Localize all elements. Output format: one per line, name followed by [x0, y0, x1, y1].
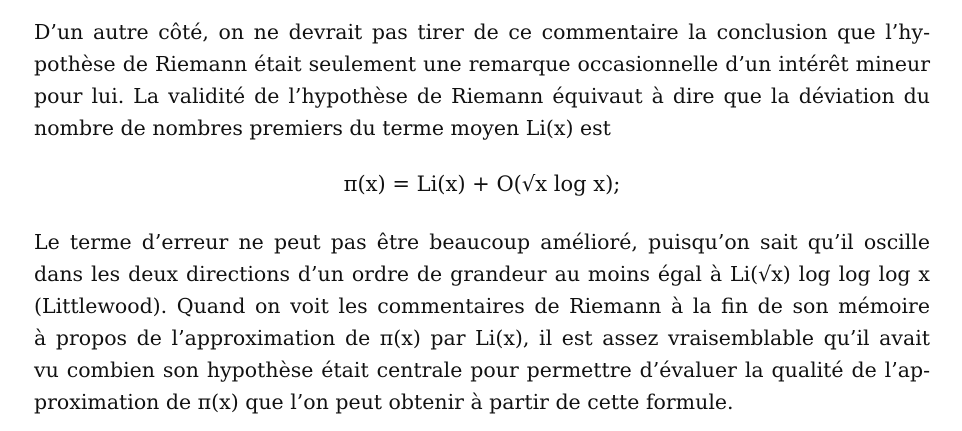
document-page	[34, 16, 930, 418]
paragraph-1	[34, 16, 930, 144]
paragraph-2-line: vu combien son hypothèse était centrale pour permettre d’évaluer la qualité de l’ap-	[34, 358, 930, 382]
paragraph-1-line: D’un autre côté, on ne devrait pas tirer de ce commentaire la conclusion que l’hy-	[34, 20, 930, 44]
paragraph-1-line: pothèse de Riemann était seulement une remarque occasionnelle d’un intérêt mineur	[34, 52, 930, 76]
paragraph-2	[34, 226, 930, 418]
paragraph-2-line: Le terme d’erreur ne peut pas être beaucoup amélioré, puisqu’on sait qu’il oscille	[34, 230, 930, 254]
paragraph-1-line: pour lui. La validité de l’hypothèse de Riemann équivaut à dire que la déviation du	[34, 84, 930, 108]
paragraph-1-line: nombre de nombres premiers du terme moyen Li(x) est	[34, 116, 611, 140]
paragraph-2-line: à propos de l’approximation de π(x) par Li(x), il est assez vraisemblable qu’il avait	[34, 326, 930, 350]
paragraph-2-line: dans les deux directions d’un ordre de grandeur au moins égal à Li(√x) log log log x	[34, 262, 930, 286]
paragraph-2-line: (Littlewood). Quand on voit les commentaires de Riemann à la fin de son mémoire	[34, 294, 930, 318]
paragraph-2-line: proximation de π(x) que l’on peut obtenir à partir de cette formule.	[34, 390, 734, 414]
display-equation: π(x) = Li(x) + O(√x log x);	[343, 172, 621, 196]
